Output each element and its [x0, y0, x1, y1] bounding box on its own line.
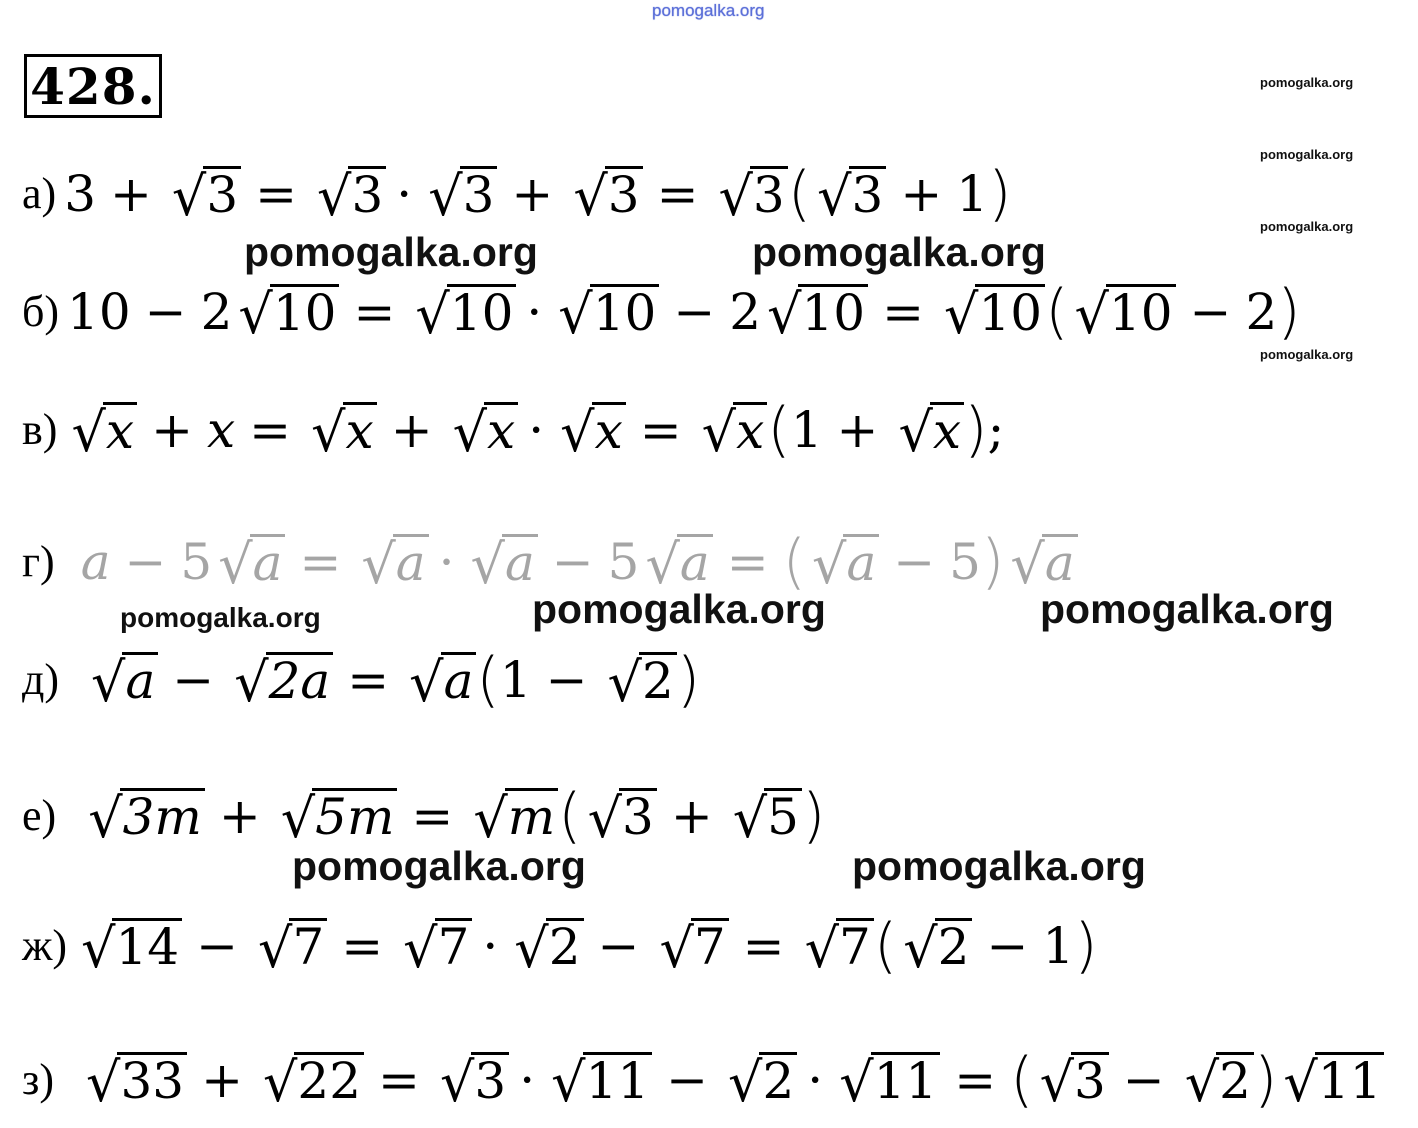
left-paren: ( — [767, 395, 791, 465]
radical-sign: √ — [403, 916, 438, 980]
square-root — [238, 282, 339, 346]
equals-sign: = — [353, 283, 396, 341]
radical-sign: √ — [280, 786, 316, 850]
radical-sign: √ — [258, 916, 293, 980]
term: 2 — [200, 283, 233, 341]
radical-sign: √ — [470, 532, 505, 596]
operator: + — [900, 165, 943, 223]
equation-line-v — [22, 395, 1005, 465]
left-paren: ( — [476, 645, 500, 715]
square-root — [767, 282, 868, 346]
square-root — [91, 650, 158, 714]
multiply-dot: · — [528, 401, 545, 459]
radicand: 33 — [117, 1052, 187, 1108]
square-root — [898, 400, 964, 464]
term: 2 — [1245, 283, 1278, 341]
radical-sign: √ — [645, 532, 680, 596]
radicand: a — [843, 534, 879, 590]
equals-sign: = — [255, 165, 298, 223]
equals-sign: = — [341, 917, 384, 975]
operator: − — [172, 651, 215, 709]
operator: + — [201, 1051, 243, 1109]
radicand: x — [484, 402, 518, 458]
radical-sign: √ — [86, 1050, 121, 1114]
radicand: 11 — [871, 1052, 941, 1108]
line-label: в) — [22, 405, 58, 454]
radicand: 10 — [270, 284, 340, 340]
right-paren: ) — [980, 527, 1005, 597]
square-root — [839, 1050, 940, 1114]
radical-sign: √ — [81, 916, 116, 980]
radicand: 3 — [849, 166, 887, 222]
radicand: x — [103, 402, 137, 458]
radical-sign: √ — [573, 164, 608, 228]
equation-formula — [65, 395, 1005, 465]
equals-sign: = — [347, 651, 390, 709]
radical-sign: √ — [91, 650, 126, 714]
equation-line-e — [22, 781, 826, 851]
radicand: 3 — [605, 166, 643, 222]
radicand: 2 — [546, 918, 584, 974]
line-label: е) — [22, 791, 57, 840]
left-paren: ( — [558, 781, 582, 851]
line-label: б) — [22, 287, 60, 336]
right-paren: ) — [988, 159, 1012, 229]
right-paren: ) — [676, 645, 701, 715]
term: 1 — [790, 401, 823, 459]
operator: + — [390, 401, 433, 459]
operator: − — [597, 917, 640, 975]
square-root — [81, 916, 182, 980]
radical-sign: √ — [903, 916, 938, 980]
term: 2 — [729, 283, 762, 341]
radical-sign: √ — [234, 650, 269, 714]
radical-sign: √ — [812, 532, 847, 596]
radicand: a — [393, 534, 429, 590]
watermark-side: pomogalka.org — [1260, 219, 1354, 234]
equals-sign: = — [299, 533, 342, 591]
radicand: a — [250, 534, 286, 590]
radical-sign: √ — [732, 786, 768, 850]
line-label: з) — [22, 1055, 55, 1104]
equation-formula — [80, 1045, 1384, 1115]
right-paren: ) — [801, 781, 826, 851]
square-root — [258, 916, 327, 980]
watermark-side: pomogalka.org — [1260, 147, 1354, 162]
square-root — [452, 400, 519, 464]
radicand: 14 — [112, 918, 182, 974]
line-label: ж) — [22, 921, 68, 970]
radicand: 10 — [798, 284, 868, 340]
multiply-dot: · — [396, 165, 413, 223]
line-label: г) — [22, 537, 55, 586]
equation-formula — [85, 645, 701, 715]
radical-sign: √ — [587, 786, 622, 850]
square-root — [403, 916, 472, 980]
square-root — [263, 1050, 364, 1114]
square-root — [718, 164, 787, 228]
operator: + — [511, 165, 554, 223]
term: 3 — [64, 165, 96, 223]
right-paren: ) — [1074, 911, 1098, 981]
radical-sign: √ — [767, 282, 802, 346]
radical-sign: √ — [560, 400, 595, 464]
term: a — [80, 533, 111, 591]
square-root — [551, 1050, 652, 1114]
square-root — [817, 164, 886, 228]
square-root — [88, 786, 205, 850]
operator: − — [1122, 1051, 1165, 1109]
equation-formula — [80, 527, 1078, 597]
radical-sign: √ — [452, 400, 488, 464]
operator: − — [124, 533, 167, 591]
square-root — [415, 282, 516, 346]
square-root — [234, 650, 333, 714]
right-paren: ) — [964, 395, 988, 465]
operator: − — [144, 283, 187, 341]
watermark: pomogalka.org — [852, 843, 1146, 889]
radical-sign: √ — [361, 532, 396, 596]
equals-sign: = — [726, 533, 769, 591]
radicand: a — [1042, 534, 1078, 590]
radicand: 3 — [1071, 1052, 1109, 1108]
square-root — [645, 532, 712, 596]
radical-sign: √ — [558, 282, 593, 346]
radicand: a — [677, 534, 713, 590]
term: 5 — [949, 533, 981, 591]
operator: − — [986, 917, 1029, 975]
equation-line-a — [22, 159, 1012, 229]
left-paren: ( — [787, 159, 812, 229]
radical-sign: √ — [839, 1050, 874, 1114]
watermark: pomogalka.org — [752, 229, 1046, 275]
term: 5 — [607, 533, 640, 591]
square-root — [573, 164, 642, 228]
term: x — [206, 401, 236, 459]
equals-sign: = — [378, 1051, 420, 1109]
radicand: x — [733, 402, 767, 458]
operator: + — [218, 787, 261, 845]
square-root — [587, 786, 657, 850]
radicand: 3m — [120, 788, 205, 844]
radicand: 3 — [619, 788, 657, 844]
radicand: 7 — [289, 918, 327, 974]
operator: + — [110, 165, 152, 223]
watermark-side: pomogalka.org — [1260, 75, 1354, 90]
square-root — [732, 786, 802, 850]
watermark: pomogalka.org — [292, 843, 586, 889]
radical-sign: √ — [898, 400, 933, 464]
radicand: m — [505, 788, 558, 844]
radical-sign: √ — [817, 164, 852, 228]
watermark: pomogalka.org — [120, 602, 321, 633]
radical-sign: √ — [1010, 532, 1045, 596]
square-root — [409, 650, 476, 714]
radical-sign: √ — [1039, 1050, 1074, 1114]
radical-sign: √ — [1283, 1050, 1318, 1114]
radicand: a — [441, 652, 477, 708]
square-root — [317, 164, 386, 228]
radicand: 2 — [759, 1052, 797, 1108]
line-label: д) — [22, 655, 60, 704]
radical-sign: √ — [88, 786, 123, 850]
square-root — [944, 282, 1045, 346]
radicand: x — [930, 402, 964, 458]
radicand: 7 — [435, 918, 473, 974]
square-root — [812, 532, 879, 596]
radicand: 3 — [348, 166, 386, 222]
operator: − — [673, 283, 716, 341]
equation-formula — [64, 159, 1012, 229]
square-root — [558, 282, 659, 346]
radical-sign: √ — [263, 1050, 298, 1114]
equation-line-d — [22, 645, 701, 715]
operator: + — [670, 787, 713, 845]
radical-sign: √ — [607, 650, 642, 714]
equation-line-g — [22, 527, 1078, 597]
radicand: 11 — [583, 1052, 653, 1108]
equation-line-z — [22, 1045, 1384, 1115]
square-root — [1039, 1050, 1109, 1114]
radical-sign: √ — [701, 400, 737, 464]
radicand: 22 — [294, 1052, 364, 1108]
radicand: 2 — [1216, 1052, 1254, 1108]
equation-formula — [75, 911, 1098, 981]
radical-sign: √ — [428, 164, 463, 228]
square-root — [361, 532, 428, 596]
radical-sign: √ — [317, 164, 352, 228]
radicand: 3 — [460, 166, 498, 222]
radical-sign: √ — [718, 164, 753, 228]
square-root — [439, 1050, 509, 1114]
term: 10 — [67, 283, 131, 341]
radicand: 3 — [750, 166, 788, 222]
radicand: 2 — [639, 652, 677, 708]
radicand: x — [343, 402, 377, 458]
multiply-dot: · — [526, 283, 543, 341]
square-root — [71, 400, 137, 464]
watermark: pomogalka.org — [244, 229, 538, 275]
radical-sign: √ — [71, 400, 106, 464]
radical-sign: √ — [415, 282, 450, 346]
square-root — [470, 532, 538, 596]
operator: − — [545, 651, 588, 709]
right-paren: ) — [1253, 1045, 1278, 1115]
operator: + — [151, 401, 193, 459]
multiply-dot: · — [807, 1051, 824, 1109]
square-root — [659, 916, 728, 980]
square-root — [86, 1050, 187, 1114]
radicand: 10 — [1106, 284, 1176, 340]
radical-sign: √ — [439, 1050, 475, 1114]
equation-line-zh — [22, 911, 1098, 981]
square-root — [1010, 532, 1077, 596]
square-root — [514, 916, 583, 980]
radicand: 7 — [691, 918, 729, 974]
square-root — [280, 786, 398, 850]
term: 1 — [499, 651, 532, 709]
square-root — [473, 786, 558, 850]
radicand: 11 — [1315, 1052, 1385, 1108]
radical-sign: √ — [944, 282, 979, 346]
square-root — [701, 400, 768, 464]
watermark-side: pomogalka.org — [1260, 347, 1354, 362]
equals-sign: = — [411, 787, 454, 845]
radical-sign: √ — [1074, 282, 1109, 346]
radicand: a — [122, 652, 158, 708]
radicand: 3 — [471, 1052, 509, 1108]
left-paren: ( — [1010, 1045, 1034, 1115]
radical-sign: √ — [1184, 1050, 1220, 1114]
radical-sign: √ — [311, 400, 346, 464]
multiply-dot: · — [482, 917, 499, 975]
radicand: 5 — [764, 788, 802, 844]
problem-number: 428. — [30, 56, 156, 116]
equals-sign: = — [954, 1051, 997, 1109]
multiply-dot: · — [438, 533, 455, 591]
square-root — [218, 532, 285, 596]
watermark-top: pomogalka.org — [652, 1, 765, 20]
equals-sign: = — [639, 401, 682, 459]
equation-formula — [82, 781, 826, 851]
square-root — [728, 1050, 797, 1114]
problem-number-box — [24, 54, 162, 118]
radicand: 10 — [447, 284, 517, 340]
watermark: pomogalka.org — [1040, 586, 1334, 632]
radicand: 10 — [975, 284, 1045, 340]
square-root — [804, 916, 874, 980]
term: 1 — [1042, 917, 1075, 975]
square-root — [607, 650, 677, 714]
radical-sign: √ — [171, 164, 207, 228]
radicand: 5m — [312, 788, 397, 844]
multiply-dot: · — [519, 1051, 536, 1109]
operator: − — [1189, 283, 1232, 341]
equals-sign: = — [656, 165, 699, 223]
radical-sign: √ — [551, 1050, 586, 1114]
operator: − — [666, 1051, 709, 1109]
equals-sign: = — [249, 401, 292, 459]
radicand: x — [592, 402, 626, 458]
left-paren: ( — [782, 527, 807, 597]
line-label: а) — [22, 169, 57, 218]
square-root — [1074, 282, 1175, 346]
square-root — [1283, 1050, 1384, 1114]
left-paren: ( — [1045, 277, 1069, 347]
radical-sign: √ — [804, 916, 839, 980]
radicand: 2 — [935, 918, 973, 974]
radicand: 10 — [590, 284, 660, 340]
radical-sign: √ — [514, 916, 549, 980]
operator: − — [551, 533, 594, 591]
radicand: 7 — [836, 918, 874, 974]
radical-sign: √ — [473, 786, 508, 850]
operator: − — [893, 533, 936, 591]
square-root — [428, 164, 497, 228]
square-root — [311, 400, 377, 464]
term: 5 — [180, 533, 213, 591]
radical-sign: √ — [659, 916, 694, 980]
term: 1 — [956, 165, 989, 223]
square-root — [903, 916, 972, 980]
radical-sign: √ — [218, 532, 253, 596]
radical-sign: √ — [238, 282, 273, 346]
term: ; — [987, 401, 1005, 459]
radical-sign: √ — [409, 650, 444, 714]
equals-sign: = — [882, 283, 925, 341]
square-root — [171, 164, 241, 228]
equation-line-b — [22, 277, 1301, 347]
radical-sign: √ — [728, 1050, 763, 1114]
radicand: 3 — [203, 166, 241, 222]
right-paren: ) — [1277, 277, 1301, 347]
equation-formula — [67, 277, 1301, 347]
operator: + — [836, 401, 879, 459]
operator: − — [196, 917, 239, 975]
radicand: 2a — [266, 652, 334, 708]
equals-sign: = — [742, 917, 785, 975]
square-root — [560, 400, 626, 464]
square-root — [1184, 1050, 1254, 1114]
watermark: pomogalka.org — [532, 586, 826, 632]
radicand: a — [502, 534, 538, 590]
left-paren: ( — [873, 911, 898, 981]
